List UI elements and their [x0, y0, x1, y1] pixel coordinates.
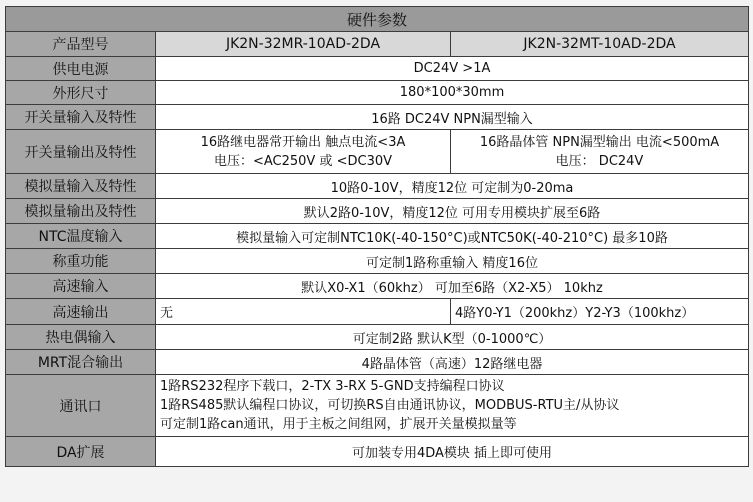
aout-value: 默认2路0-10V，精度12位 可用专用模块扩展至6路	[156, 199, 749, 224]
thermo-value: 可定制2路 默认K型（0-1000℃）	[156, 325, 749, 350]
dout-relay-line1: 16路继电器常开输出 触点电流<3A	[200, 134, 406, 150]
hsout-relay: 无	[156, 299, 451, 325]
row-label-hsout: 高速输出	[6, 299, 156, 325]
table-title: 硬件参数	[6, 7, 749, 32]
dout-transistor-line2: 电压： DC24V	[555, 153, 644, 169]
model-b: JK2N-32MT-10AD-2DA	[451, 32, 749, 57]
comm-value	[156, 375, 749, 437]
row-label-thermo: 热电偶输入	[6, 325, 156, 350]
row-label-weigh: 称重功能	[6, 249, 156, 274]
dout-relay-line2: 电压：<AC250V 或 <DC30V	[213, 153, 393, 169]
row-label-power: 供电电源	[6, 57, 156, 81]
hsin-value: 默认X0-X1（60khz） 可加至6路（X2-X5） 10khz	[156, 274, 749, 299]
row-label-mrt: MRT混合输出	[6, 350, 156, 375]
dout-transistor	[451, 130, 749, 174]
row-label-hsin: 高速输入	[6, 274, 156, 299]
model-row	[6, 32, 749, 57]
hsout-transistor: 4路Y0-Y1（200khz）Y2-Y3（100khz）	[451, 299, 749, 325]
title-row	[6, 7, 749, 32]
ain-value: 10路0-10V，精度12位 可定制为0-20ma	[156, 174, 749, 199]
table-row	[6, 299, 749, 325]
table-row	[6, 199, 749, 224]
row-label-comm: 通讯口	[6, 375, 156, 437]
comm-line2: 1路RS485默认编程口协议，可切换RS自由通讯协议，MODBUS-RTU主/从协议	[160, 398, 620, 413]
row-label-din: 开关量输入及特性	[6, 105, 156, 130]
row-label-size: 外形尺寸	[6, 81, 156, 105]
table-row	[6, 130, 749, 174]
comm-line1: 1路RS232程序下载口，2-TX 3-RX 5-GND支持编程口协议	[160, 379, 505, 394]
din-value: 16路 DC24V NPN漏型输入	[156, 105, 749, 130]
model-a: JK2N-32MR-10AD-2DA	[156, 32, 451, 57]
table-row	[6, 81, 749, 105]
weigh-value: 可定制1路称重输入 精度16位	[156, 249, 749, 274]
row-label-da: DA扩展	[6, 437, 156, 467]
table-row	[6, 350, 749, 375]
dout-relay	[156, 130, 451, 174]
table-row	[6, 174, 749, 199]
comm-line3: 可定制1路can通讯，用于主板之间组网，扩展开关量模拟量等	[160, 417, 517, 432]
mrt-value: 4路晶体管（高速）12路继电器	[156, 350, 749, 375]
table-row	[6, 224, 749, 249]
table-row	[6, 249, 749, 274]
row-label-model: 产品型号	[6, 32, 156, 57]
ntc-value: 模拟量输入可定制NTC10K(-40-150°C)或NTC50K(-40-210°C) 最多10路	[156, 224, 749, 249]
da-value: 可加装专用4DA模块 插上即可使用	[156, 437, 749, 467]
table-row	[6, 274, 749, 299]
size-value: 180*100*30mm	[156, 81, 749, 105]
power-value: DC24V >1A	[156, 57, 749, 81]
dout-transistor-line1: 16路晶体管 NPN漏型输出 电流<500mA	[479, 134, 720, 150]
row-label-ntc: NTC温度输入	[6, 224, 156, 249]
table-row	[6, 105, 749, 130]
hardware-params-table	[5, 6, 749, 467]
row-label-aout: 模拟量输出及特性	[6, 199, 156, 224]
row-label-ain: 模拟量输入及特性	[6, 174, 156, 199]
table-row	[6, 437, 749, 467]
table-row	[6, 57, 749, 81]
table-row	[6, 375, 749, 437]
row-label-dout: 开关量输出及特性	[6, 130, 156, 174]
table-row	[6, 325, 749, 350]
